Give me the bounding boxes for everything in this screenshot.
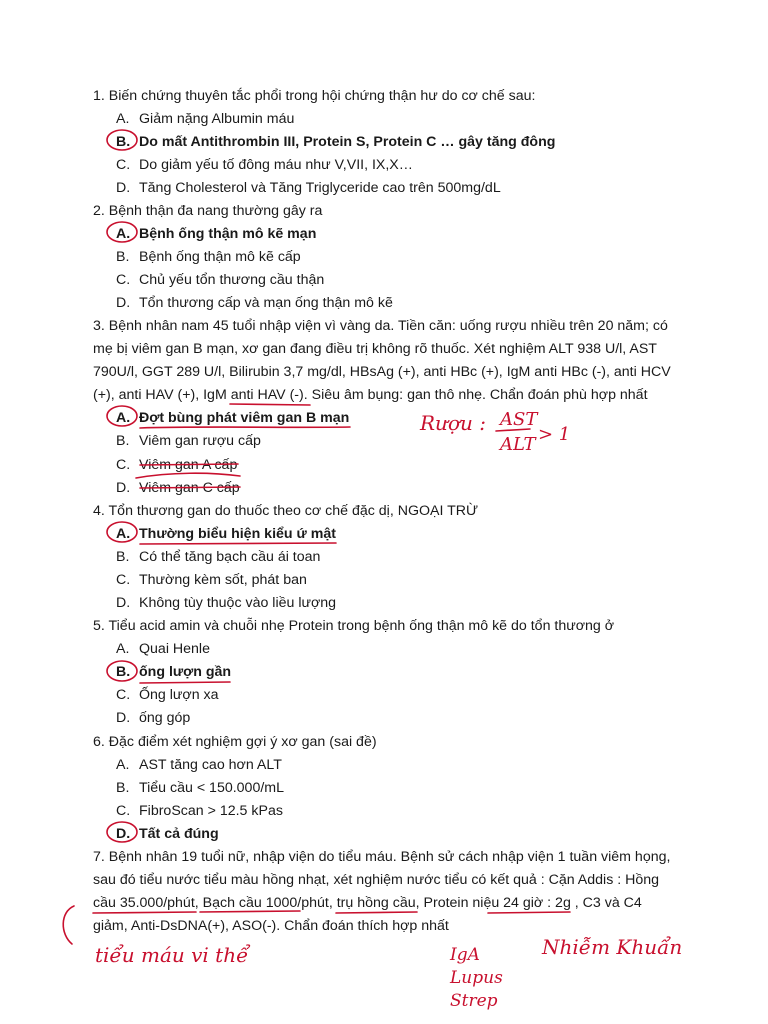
option-letter: D.	[116, 295, 131, 311]
option-letter: B.	[116, 249, 130, 265]
option-letter: C.	[116, 157, 131, 173]
option-letter: B.	[116, 780, 130, 796]
question-1-stem: 1. Biến chứng thuyên tắc phổi trong hội chứng thận hư do cơ chế sau:	[93, 88, 536, 104]
fraction-bar	[496, 429, 530, 431]
option-letter: D.	[116, 180, 131, 196]
option-text: AST tăng cao hơn ALT	[139, 757, 282, 773]
note-greater-one: > 1	[538, 424, 571, 445]
note-strep: Strep	[450, 991, 498, 1011]
option-letter: C.	[116, 803, 131, 819]
question-3-stem-line-2: mẹ bị viêm gan B mạn, xơ gan đang điều trị không rõ thuốc. Xét nghiệm ALT 938 U/l, AST	[93, 341, 657, 357]
option-letter: C.	[116, 572, 131, 588]
option-text: Thường biểu hiện kiểu ứ mật	[139, 526, 336, 542]
option-text: Có thể tăng bạch cầu ái toan	[139, 549, 321, 565]
option-letter: A.	[116, 757, 130, 773]
option-text: Do giảm yếu tố đông máu như V,VII, IX,X…	[139, 157, 413, 173]
option-text: Bệnh ống thận mô kẽ mạn	[139, 226, 317, 242]
underline-q5-b	[140, 682, 230, 683]
bracket-mark	[63, 906, 74, 944]
option-letter: B.	[116, 664, 131, 680]
option-text: Thường kèm sốt, phát ban	[139, 572, 307, 588]
option-text: Viêm gan A cấp	[139, 457, 238, 473]
option-text: Giảm nặng Albumin máu	[139, 111, 295, 127]
option-text: Do mất Antithrombin III, Protein S, Protein C … gây tăng đông	[139, 134, 556, 150]
question-7-stem-line-1: 7. Bệnh nhân 19 tuổi nữ, nhập viện do tiểu máu. Bệnh sử cách nhập viện 1 tuần viêm họng,	[93, 849, 671, 865]
question-7-stem-line-4: giảm, Anti-DsDNA(+), ASO(-). Chẩn đoán thích hợp nhất	[93, 918, 449, 934]
question-2-stem: 2. Bệnh thận đa nang thường gây ra	[93, 203, 323, 219]
option-text: ống góp	[139, 710, 191, 726]
option-text: Không tùy thuộc vào liều lượng	[139, 595, 337, 611]
option-letter: A.	[116, 226, 131, 242]
option-letter: A.	[116, 410, 131, 426]
option-text: Đợt bùng phát viêm gan B mạn	[139, 410, 350, 426]
option-letter: D.	[116, 480, 131, 496]
note-alt: ALT	[500, 434, 536, 455]
note-nhiem-khuan: Nhiễm Khuẩn	[542, 935, 683, 959]
option-text: Viêm gan rượu cấp	[139, 433, 261, 449]
option-letter: D.	[116, 710, 131, 726]
question-5-stem: 5. Tiểu acid amin và chuỗi nhẹ Protein trong bệnh ống thận mô kẽ do tổn thương ở	[93, 618, 615, 634]
question-3-stem-line-1: 3. Bệnh nhân nam 45 tuổi nhập viện vì vàng da. Tiền căn: uống rượu nhiều trên 20 năm; có	[93, 318, 668, 334]
option-letter: C.	[116, 687, 131, 703]
option-text: FibroScan > 12.5 kPas	[139, 803, 283, 819]
note-ast: AST	[500, 409, 538, 430]
option-letter: C.	[116, 457, 131, 473]
question-7-stem-line-2: sau đó tiểu nước tiểu màu hồng nhạt, xét nghiệm nước tiểu có kết quả : Cặn Addis : Hồng	[93, 872, 660, 888]
option-text: Tất cả đúng	[139, 826, 219, 842]
option-text: Quai Henle	[139, 641, 210, 657]
option-text: Ống lượn xa	[139, 687, 219, 703]
option-letter: A.	[116, 526, 131, 542]
option-letter: A.	[116, 641, 130, 657]
option-letter: D.	[116, 826, 131, 842]
option-text: Tiểu cầu < 150.000/mL	[139, 780, 284, 796]
option-text: Tổn thương cấp và mạn ống thận mô kẽ	[139, 295, 393, 311]
question-7-stem-line-3: cầu 35.000/phút, Bạch cầu 1000/phút, trụ hồng cầu, Protein niệu 24 giờ : 2g , C3 và C4	[93, 895, 642, 911]
question-3-stem-line-3: 790U/l, GGT 289 U/l, Bilirubin 3,7 mg/dl, HBsAg (+), anti HBc (+), IgM anti HBc (-), anti HCV	[93, 364, 671, 380]
question-4-stem: 4. Tổn thương gan do thuốc theo cơ chế đặc dị, NGOẠI TRỪ	[93, 503, 479, 519]
option-letter: B.	[116, 134, 131, 150]
option-letter: B.	[116, 549, 130, 565]
option-text: Tăng Cholesterol và Tăng Triglyceride cao trên 500mg/dL	[139, 180, 501, 196]
note-ruou: Rượu :	[420, 411, 486, 435]
option-text: Viêm gan C cấp	[139, 480, 240, 496]
question-6-stem: 6. Đặc điểm xét nghiệm gợi ý xơ gan (sai đề)	[93, 734, 377, 750]
option-letter: B.	[116, 433, 130, 449]
option-text: Chủ yếu tổn thương cầu thận	[139, 272, 325, 288]
option-letter: A.	[116, 111, 130, 127]
note-iga: IgA	[450, 945, 480, 965]
question-3-stem-line-4: (+), anti HAV (+), IgM anti HAV (-). Siêu âm bụng: gan thô nhẹ. Chẩn đoán phù hợp nhất	[93, 387, 648, 403]
note-tieu-mau-vi-the: tiểu máu vi thể	[95, 943, 249, 967]
option-text: ống lượn gần	[139, 664, 232, 680]
option-letter: C.	[116, 272, 131, 288]
option-letter: D.	[116, 595, 131, 611]
option-text: Bệnh ống thận mô kẽ cấp	[139, 249, 301, 265]
note-lupus: Lupus	[450, 968, 503, 988]
